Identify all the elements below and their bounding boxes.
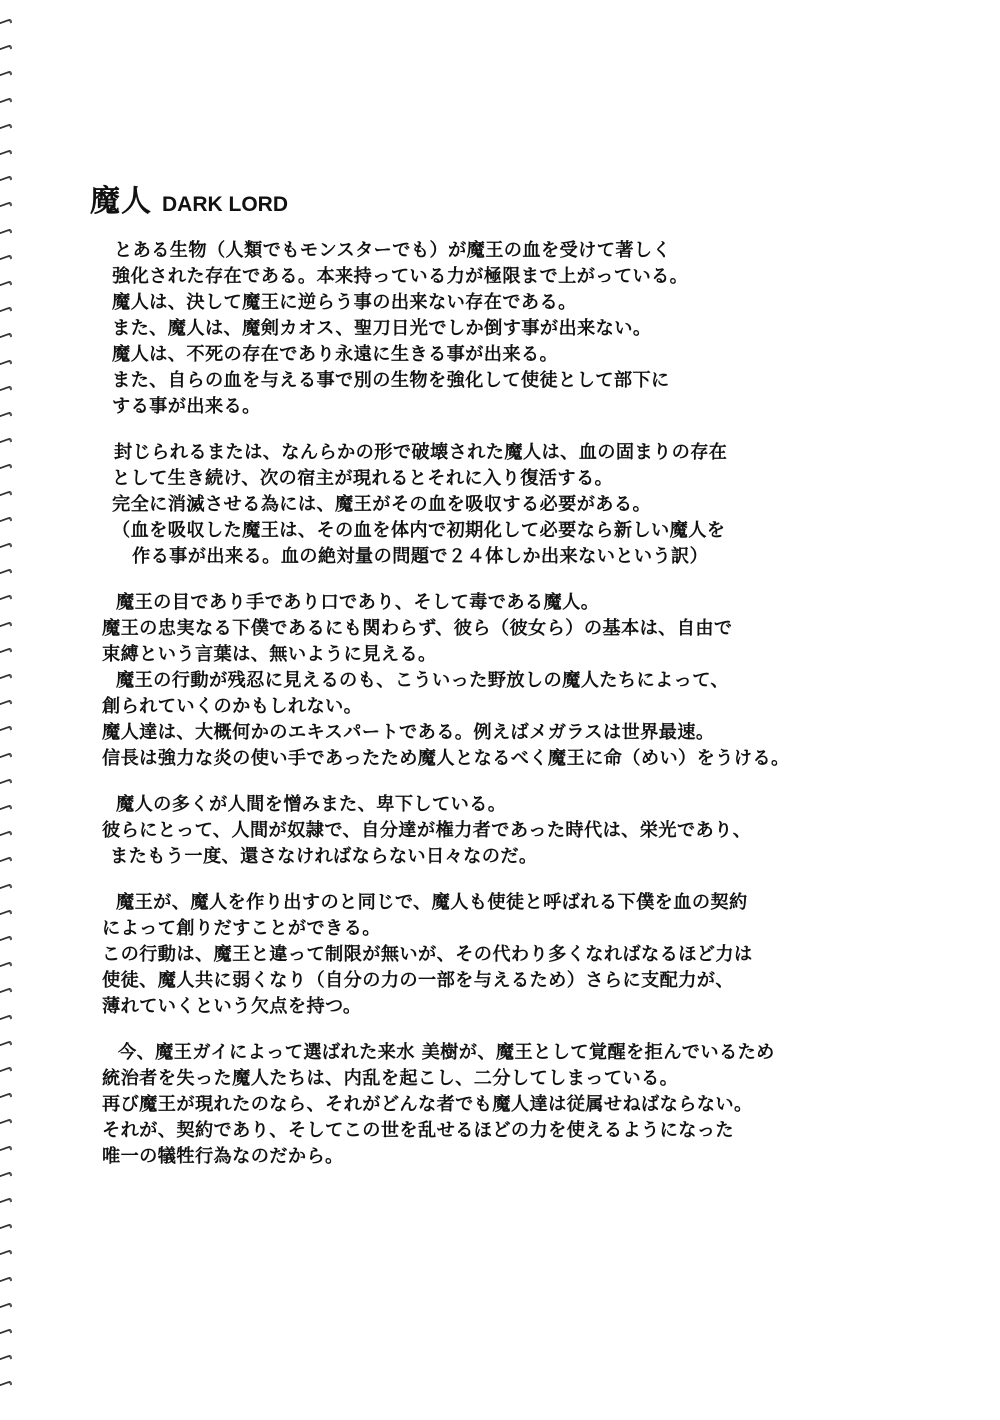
text-line: 魔人は、決して魔王に逆らう事の出来ない存在である。 bbox=[112, 292, 577, 313]
text-line: 統治者を失った魔人たちは、内乱を起こし、二分してしまっている。 bbox=[102, 1068, 679, 1089]
text-line: 使徒、魔人共に弱くなり（自分の力の一部を与えるため）さらに支配力が、 bbox=[102, 970, 734, 991]
text-line: 再び魔王が現れたのなら、それがどんな者でも魔人達は従属せねばならない。 bbox=[102, 1094, 753, 1115]
text-line: 封じられるまたは、なんらかの形で破壊された魔人は、血の固まりの存在 bbox=[114, 442, 728, 463]
text-line: 信長は強力な炎の使い手であったため魔人となるべく魔王に命（めい）をうける。 bbox=[102, 748, 790, 769]
text-line: 薄れていくという欠点を持つ。 bbox=[102, 996, 362, 1017]
text-line: 今、魔王ガイによって選ばれた来水 美樹が、魔王として覚醒を拒んでいるため bbox=[118, 1042, 775, 1063]
text-line: また、魔人は、魔剣カオス、聖刀日光でしか倒す事が出来ない。 bbox=[112, 318, 652, 339]
text-line: として生き続け、次の宿主が現れるとそれに入り復活する。 bbox=[112, 468, 614, 489]
text-line: それが、契約であり、そしてこの世を乱せるほどの力を使えるようになった bbox=[102, 1120, 734, 1141]
text-line: 束縛という言葉は、無いように見える。 bbox=[102, 644, 437, 665]
text-line: 作る事が出来る。血の絶対量の問題で２４体しか出来ないという訳） bbox=[132, 546, 709, 567]
text-line: 魔王の行動が残忍に見えるのも、こういった野放しの魔人たちによって、 bbox=[116, 670, 730, 691]
text-line: またもう一度、還さなければならない日々なのだ。 bbox=[110, 846, 538, 867]
text-line: 魔人の多くが人間を憎みまた、卑下している。 bbox=[116, 794, 507, 815]
text-line: 完全に消滅させる為には、魔王がその血を吸収する必要がある。 bbox=[112, 494, 652, 515]
text-line: 創られていくのかもしれない。 bbox=[102, 696, 363, 717]
text-line: （血を吸収した魔王は、その血を体内で初期化して必要なら新しい魔人を bbox=[112, 520, 726, 541]
text-line: 強化された存在である。本来持っている力が極限まで上がっている。 bbox=[112, 266, 689, 287]
text-line: とある生物（人類でもモンスターでも）が魔王の血を受けて著しく bbox=[114, 240, 672, 261]
text-line: 唯一の犠牲行為なのだから。 bbox=[102, 1146, 344, 1167]
text-line: によって創りだすことができる。 bbox=[102, 918, 381, 939]
text-line: この行動は、魔王と違って制限が無いが、その代わり多くなればなるほど力は bbox=[102, 944, 753, 965]
title-japanese: 魔人 bbox=[90, 184, 152, 219]
text-line: また、自らの血を与える事で別の生物を強化して使徒として部下に bbox=[112, 370, 670, 391]
title-english: DARK LORD bbox=[162, 193, 288, 216]
text-line: 彼らにとって、人間が奴隷で、自分達が権力者であった時代は、栄光であり、 bbox=[102, 820, 752, 841]
text-line: 魔人は、不死の存在であり永遠に生きる事が出来る。 bbox=[112, 344, 559, 365]
text-line: 魔王が、魔人を作り出すのと同じで、魔人も使徒と呼ばれる下僕を血の契約 bbox=[116, 892, 748, 913]
text-line: する事が出来る。 bbox=[112, 396, 261, 417]
text-line: 魔人達は、大概何かのエキスパートである。例えばメガラスは世界最速。 bbox=[102, 722, 715, 743]
text-line: 魔王の忠実なる下僕であるにも関わらず、彼ら（彼女ら）の基本は、自由で bbox=[102, 618, 733, 639]
text-line: 魔王の目であり手であり口であり、そして毒である魔人。 bbox=[116, 592, 600, 613]
